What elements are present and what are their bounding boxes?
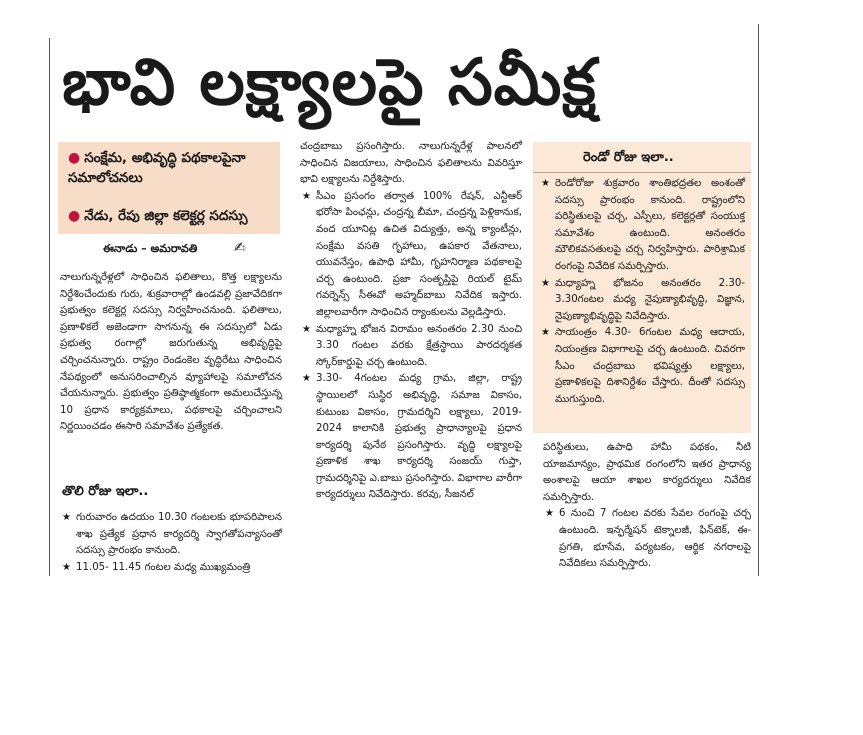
star-icon: ★ bbox=[302, 373, 311, 385]
column-1 bbox=[60, 270, 282, 436]
day2-box bbox=[533, 142, 751, 433]
divider bbox=[533, 172, 751, 173]
star-icon: ★ bbox=[545, 508, 554, 520]
list-item bbox=[60, 560, 282, 577]
list-item bbox=[60, 510, 282, 560]
day1-subheading: తొలి రోజు ఇలా.. bbox=[62, 484, 149, 499]
highlights-box bbox=[58, 142, 280, 234]
list-item-text: 6 నుంచి 7 గంటల వరకు సేవల రంగంపై చర్చ ఉంటుంది. ఇన్ఫర్మేషన్ టెక్నాలజీ, ఫిన్‌టెక్, ఈ-ప్రగతి, భూసేవ, పర్యటకం, ఆర్థిక నగరాలపై నివేదికలు సమర్పిస్తారు. bbox=[559, 508, 751, 570]
list-item bbox=[539, 325, 745, 408]
star-icon: ★ bbox=[62, 561, 71, 573]
bullet-dot-icon: ● bbox=[68, 208, 81, 224]
column-2 bbox=[300, 139, 522, 504]
day2-title: రెండో రోజు ఇలా.. bbox=[583, 150, 674, 165]
headline: భావి లక్ష్యాలపై సమీక్ష bbox=[62, 46, 597, 120]
list-item bbox=[543, 506, 751, 572]
star-icon: ★ bbox=[541, 277, 550, 289]
list-item-text: రెండోరోజు శుక్రవారం శాంతిభద్రతల అంశంతో సదస్సు ప్రారంభం కానుంది. రాష్ట్రంలోని పరిస్థితులపై చర్చ, ఎస్పీలు, కలెక్టర్లతో సంయుక్త సమావేశం ఉంటుంది. అనంతరం మౌలికవసతులపై చర్చ నిర్వహిస్తారు. పారిశ్రామిక రంగంపై నివేదిక సమర్పిస్తారు. bbox=[555, 178, 745, 272]
clipping-border-left bbox=[49, 38, 50, 576]
list-item bbox=[300, 189, 522, 322]
list-item-text: మధ్యాహ్న భోజన విరామం అనంతరం 2.30 నుంచి 3.30 గంటల వరకు క్షేత్రస్థాయి పారదర్శకత స్కోర్‌కార్డుపై చర్చ ఉంటుంది. bbox=[316, 323, 522, 368]
paragraph: చంద్రబాబు ప్రసంగిస్తారు. నాలుగున్నరేళ్ల పాలనలో సాధించిన విజయాలు, సాధించిన ఫలితాలను వివరిస్తూ భావి లక్ష్యాలను నిర్దేశిస్తారు. bbox=[300, 141, 522, 186]
byline: ఈనాడు – అమరావతి bbox=[103, 242, 198, 255]
highlight-text: సంక్షేమ, అభివృద్ధి పథకాలపైనా సమాలోచనలు bbox=[68, 150, 246, 186]
clipping-border-right bbox=[758, 24, 759, 576]
list-item bbox=[300, 371, 522, 504]
star-icon: ★ bbox=[302, 190, 311, 202]
column-1-bullets bbox=[60, 510, 282, 576]
list-item-text: గురువారం ఉదయం 10.30 గంటలకు భూపరిపాలన శాఖ ప్రత్యేక ప్రధాన కార్యదర్శి స్వాగతోపన్యాసంతో సదస్సు ప్రారంభం కానుంది. bbox=[76, 512, 282, 557]
bullet-dot-icon: ● bbox=[68, 150, 81, 166]
list-item bbox=[539, 276, 745, 326]
list-item-text: 11.05- 11.45 గంటల మధ్య ముఖ్యమంత్రి bbox=[76, 561, 251, 573]
star-icon: ★ bbox=[62, 512, 71, 523]
list-item-text: సాయంత్రం 4.30- 6గంటల మధ్య ఆదాయ, నియంత్రణ విభాగాలపై చర్చ ఉంటుంది. చివరగా సీఎం చంద్రబాబు భవిష్యత్తు లక్ష్యాలు, ప్రణాళికలపై దిశానిర్దేశం చేస్తారు. దీంతో సదస్సు ముగుస్తుంది. bbox=[555, 327, 745, 405]
intro-paragraph: నాలుగున్నరేళ్లలో సాధించిన ఫలితాలు, కొత్త లక్ష్యాలను నిర్దేశించేందుకు గురు, శుక్రవారాల్లో ఉండవల్లి ప్రజావేదికగా ప్రభుత్వం కలెక్టర్ల సదస్సు నిర్వహించనుంది. ఫలితాలు, ప్రణాళికలే అజెండాగా సాగనున్న ఈ సదస్సులో ఏడు ప్రభుత్వ రంగాల్లో జరుగుతున్న అభివృద్ధిపై చర్చించనున్నారు. రాష్ట్రం రెండంకెల వృద్ధిరేటు సాధించిన నేపథ్యంలో అనుసరించాల్సిన వ్యూహాలపై సమాలోచన చేయనున్నారు. ప్రభుత్వం ప్రతిష్ఠాత్మకంగా అమలుచేస్తున్న 10 ప్రధాన కార్యక్రమాలు, పథకాలపై చర్చించాలని నిర్ణయించడం ఈసారి సమావేశం ప్రత్యేకత. bbox=[60, 272, 282, 433]
list-item bbox=[300, 322, 522, 372]
highlight-item bbox=[68, 206, 276, 226]
pen-icon: ✍ bbox=[234, 240, 246, 256]
column-3 bbox=[543, 440, 751, 573]
highlight-text: నేడు, రేపు జిల్లా కలెక్టర్ల సదస్సు bbox=[84, 208, 248, 224]
star-icon: ★ bbox=[302, 323, 311, 335]
paragraph: పరిస్థితులు, ఉపాధి హామీ పథకం, నీటి యాజమాన్యం, ప్రాథమిక రంగంలోని ఇతర ప్రాధాన్య అంశాలపై ఆయా శాఖల కార్యదర్శులు నివేదిక సమర్పిస్తారు. bbox=[543, 442, 751, 503]
star-icon: ★ bbox=[541, 327, 550, 339]
list-item-text: 3.30- 4గంటల మధ్య గ్రామ, జిల్లా, రాష్ట్ర స్థాయిలలో సుస్థిర అభివృద్ధి, సమాజ వికాసం, కుటుంబ వికాసం, గ్రామదర్శిని లక్ష్యాలు, 2019-2024 కాలానికి ప్రభుత్వ ప్రాధాన్యాలపై ప్రధాన కార్యదర్శి పునేఠ ప్రసంగిస్తారు. వృద్ధి లక్ష్యాలపై ప్రణాళిక శాఖ కార్యదర్శి సంజయ్ గుప్తా, గ్రామదర్శినిపై ఎ.బాబు ప్రసంగిస్తారు. విభాగాల వారీగా కార్యదర్శులు నివేదిస్తారు. కరవు, సీజనల్ bbox=[316, 373, 522, 501]
list-item-text: సీఎం ప్రసంగం తర్వాత 100% రేషన్, ఎన్టీఆర్ భరోసా పింఛన్లు, చంద్రన్న బీమా, చంద్రన్న పెళ్లికానుక, వంద యూనిట్ల ఉచిత విద్యుత్తు, అన్న క్యాంటీన్లు, సంక్షేమ వసతి గృహాలు, ఉపకార వేతనాలు, యువనేస్తం, ఉపాధి హామీ, గృహనిర్మాణ పథకాలపై చర్చ ఉంటుంది. ప్రజా సంతృప్తిపై రియల్ టైమ్ గవర్నెన్స్ సీఈవో అహ్మద్‌బాబు నివేదిక ఇస్తారు. జిల్లాలవారీగా సాధించిన ర్యాంకులను వెల్లడిస్తారు. bbox=[316, 190, 522, 318]
list-item bbox=[539, 176, 745, 276]
star-icon: ★ bbox=[541, 178, 550, 189]
highlight-item bbox=[68, 148, 276, 188]
day2-items bbox=[539, 176, 745, 408]
list-item-text: మధ్యాహ్న భోజనం అనంతరం 2.30-3.30గంటల మధ్య నైపుణ్యాభివృద్ధి, విజ్ఞాన, నైపుణ్యాభివృద్ధిపై నివేదిస్తారు. bbox=[555, 277, 745, 322]
